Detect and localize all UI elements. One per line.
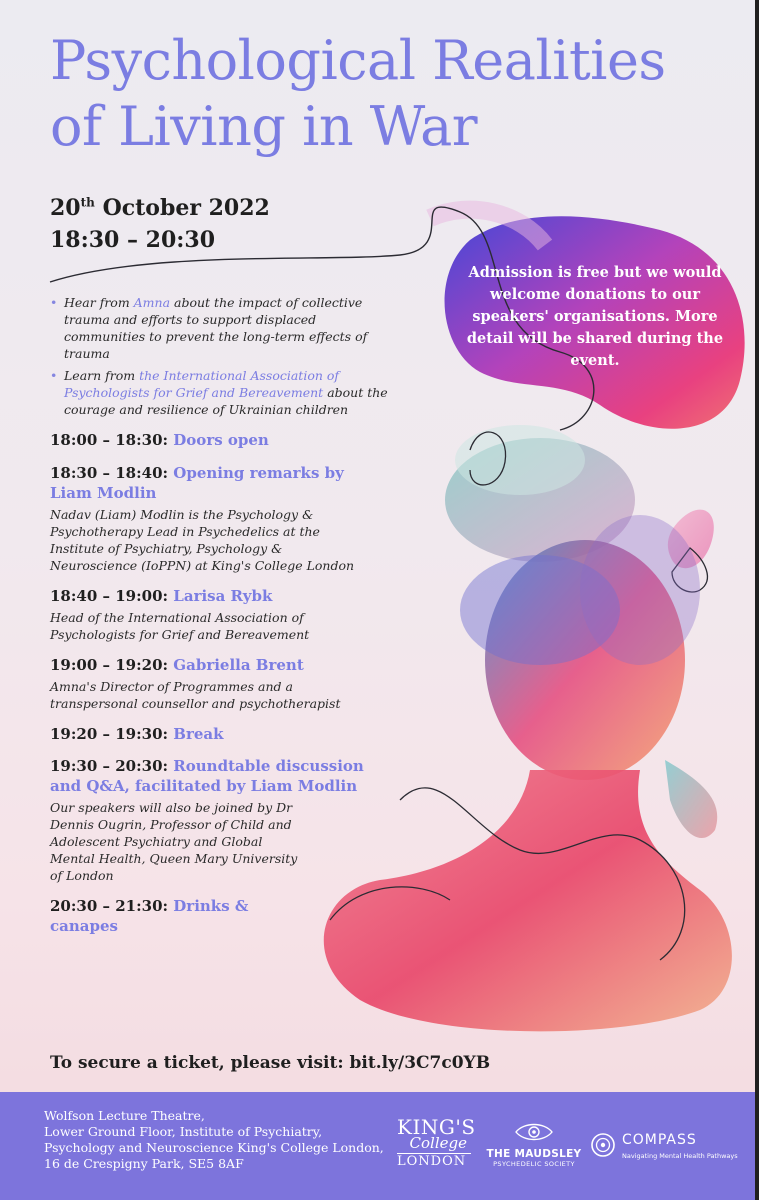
highlight-text: Learn from	[64, 368, 140, 383]
kings-college-logo	[397, 1115, 476, 1178]
logo-text: THE MAUDSLEY	[486, 1148, 582, 1160]
highlight-item	[50, 294, 390, 362]
schedule-description: Head of the International Association of Psychologists for Grief and Bereavement	[50, 610, 310, 642]
ticket-text: To secure a ticket, please visit:	[50, 1053, 350, 1073]
bullet-dot-icon: •	[50, 295, 58, 310]
title-line-2: of Living in War	[50, 95, 478, 158]
logo-tagline: Navigating Mental Health Pathways	[622, 1152, 738, 1160]
schedule-title: Break	[173, 725, 224, 743]
schedule-title: Larisa Rybk	[173, 587, 273, 605]
schedule-time: 20:30 – 21:30:	[50, 897, 169, 915]
highlights-list	[50, 294, 390, 423]
logo-text: College	[409, 1134, 467, 1152]
schedule-time: 19:30 – 20:30:	[50, 757, 169, 775]
highlight-text: Hear from	[64, 295, 134, 310]
venue-line: Psychology and Neuroscience King's College London,	[44, 1140, 384, 1155]
event-date	[50, 192, 270, 224]
schedule-title: Drinks & canapes	[50, 897, 249, 935]
schedule-time: 19:00 – 19:20:	[50, 656, 169, 674]
venue-line: Wolfson Lecture Theatre,	[44, 1108, 205, 1123]
schedule-title: Opening remarks by Liam Modlin	[50, 464, 344, 502]
venue-line: 16 de Crespigny Park, SE5 8AF	[44, 1156, 244, 1171]
logo-text: LONDON	[397, 1153, 471, 1169]
schedule	[50, 430, 410, 936]
maudsley-society-logo	[484, 1120, 584, 1176]
highlight-text: about the courage and resilience of Ukrainian children	[64, 385, 388, 417]
schedule-description: Amna's Director of Programmes and a transpersonal counsellor and psychotherapist	[50, 679, 341, 711]
eye-icon	[514, 1120, 554, 1144]
schedule-item	[50, 655, 410, 712]
venue-address	[44, 1108, 384, 1172]
schedule-item	[50, 586, 410, 643]
compassion-logo	[590, 1128, 750, 1168]
logo-text: PSYCHEDELIC SOCIETY	[493, 1160, 575, 1168]
highlight-org: the International Association of Psychologists for Grief and Bereavement	[64, 368, 340, 400]
highlight-item	[50, 367, 390, 418]
schedule-time: 19:20 – 19:30:	[50, 725, 169, 743]
date-day: 20	[50, 195, 81, 221]
schedule-title: Roundtable discussion and Q&A, facilitated by Liam Modlin	[50, 757, 364, 795]
schedule-title: Gabriella Brent	[173, 656, 304, 674]
schedule-time: 18:40 – 19:00:	[50, 587, 169, 605]
date-rest: October 2022	[94, 195, 270, 221]
schedule-time: 18:00 – 18:30:	[50, 431, 169, 449]
logo-text: KING'S	[397, 1115, 476, 1139]
highlight-org: Amna	[133, 295, 171, 310]
schedule-description: Our speakers will also be joined by Dr Dennis Ougrin, Professor of Child and Adolescent Psychiatry and Global Mental Health, Queen Mary University of London	[50, 800, 298, 883]
schedule-item	[50, 756, 410, 884]
ticket-link[interactable]: bit.ly/3C7c0YB	[349, 1053, 491, 1073]
schedule-title: Doors open	[173, 431, 269, 449]
event-time: 18:30 – 20:30	[50, 227, 216, 253]
highlight-text: about the impact of collective trauma and efforts to support displaced communities to prevent the long-term effects of trauma	[64, 295, 368, 361]
venue-line: Lower Ground Floor, Institute of Psychiatry,	[44, 1124, 323, 1139]
poster-title	[50, 28, 666, 160]
title-line-1: Psychological Realities	[50, 29, 666, 92]
schedule-item	[50, 430, 410, 450]
schedule-item	[50, 896, 410, 936]
schedule-item	[50, 724, 410, 744]
ticket-info	[50, 1053, 490, 1073]
schedule-item	[50, 463, 410, 574]
schedule-description: Nadav (Liam) Modlin is the Psychology & Psychotherapy Lead in Psychedelics at the Institute of Psychiatry, Psychology & Neuroscience (IoPPN) at King's College London	[50, 507, 355, 573]
compass-icon	[590, 1132, 616, 1158]
schedule-time: 18:30 – 18:40:	[50, 464, 169, 482]
logo-text: COMPASS	[622, 1132, 697, 1148]
date-suffix: th	[80, 195, 95, 210]
bullet-dot-icon: •	[50, 368, 58, 383]
admission-note: Admission is free but we would welcome donations to our speakers' organisations. More detail will be shared during the event.	[466, 264, 724, 369]
event-date-time	[50, 192, 270, 256]
